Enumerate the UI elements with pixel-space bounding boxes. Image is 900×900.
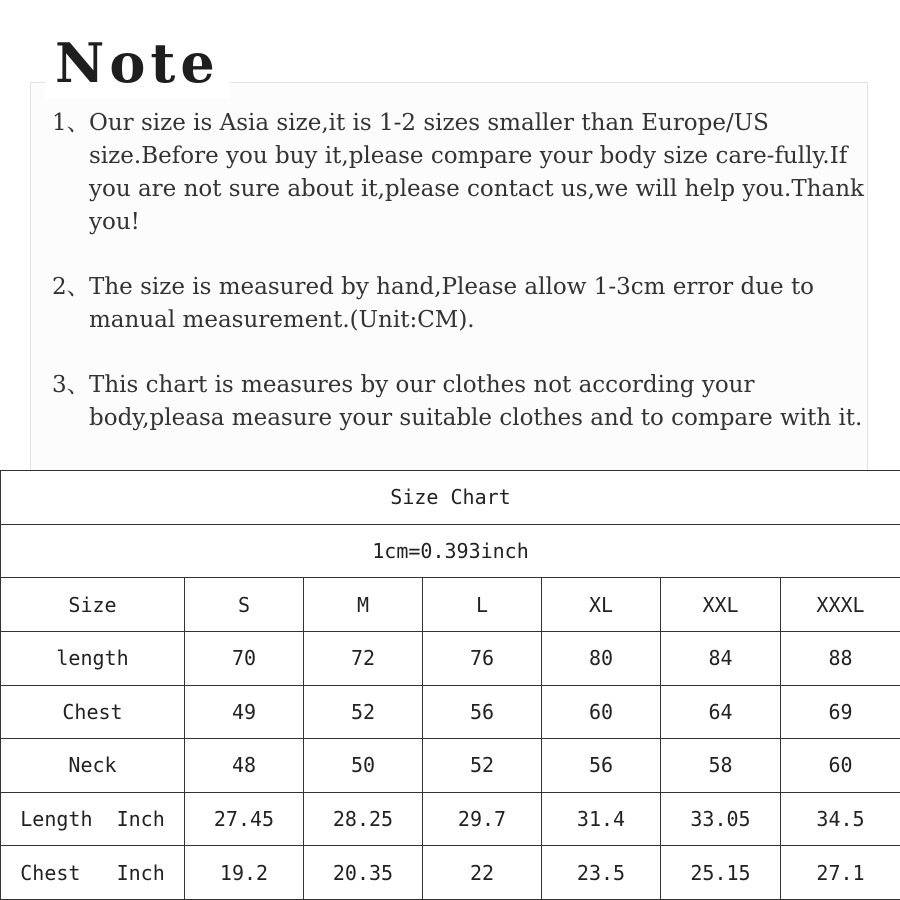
table-cell: 22 <box>423 846 542 900</box>
note-item-text: Our size is Asia size,it is 1-2 sizes smaller than Europe/US size.Before you buy it,please compare your body size care-fully.If you are not sure about it,please contact us,we will help you.Thank you! <box>89 110 864 235</box>
table-cell: 34.5 <box>781 792 900 846</box>
table-row <box>1 685 900 739</box>
table-row <box>1 739 900 793</box>
table-conversion-row <box>1 524 900 578</box>
header-cell: Size <box>1 578 185 632</box>
table-cell: 58 <box>661 739 781 793</box>
note-item-3 <box>52 369 867 435</box>
row-label: length <box>1 631 185 685</box>
table-cell: 84 <box>661 631 781 685</box>
size-chart-title: Size Chart <box>1 471 900 525</box>
conversion-note: 1cm=0.393inch <box>1 524 900 578</box>
table-cell: 60 <box>542 685 661 739</box>
header-cell: XXXL <box>781 578 900 632</box>
table-cell: 20.35 <box>304 846 423 900</box>
table-row <box>1 846 900 900</box>
note-title: Note <box>45 28 230 98</box>
table-cell: 27.45 <box>185 792 304 846</box>
table-cell: 33.05 <box>661 792 781 846</box>
note-item-1 <box>52 107 867 239</box>
note-item-2 <box>52 271 867 337</box>
note-item-number: 1、 <box>52 110 90 136</box>
row-label: Length Inch <box>1 792 185 846</box>
note-item-number: 3、 <box>52 372 90 398</box>
table-row <box>1 792 900 846</box>
table-cell: 56 <box>542 739 661 793</box>
table-header-row <box>1 578 900 632</box>
table-cell: 52 <box>423 739 542 793</box>
table-cell: 28.25 <box>304 792 423 846</box>
table-cell: 70 <box>185 631 304 685</box>
table-cell: 25.15 <box>661 846 781 900</box>
table-cell: 72 <box>304 631 423 685</box>
header-cell: XL <box>542 578 661 632</box>
table-cell: 80 <box>542 631 661 685</box>
row-label: Chest Inch <box>1 846 185 900</box>
row-label: Chest <box>1 685 185 739</box>
header-cell: S <box>185 578 304 632</box>
table-cell: 48 <box>185 739 304 793</box>
note-item-text: This chart is measures by our clothes not according your body,pleasa measure your suitable clothes and to compare with it. <box>89 372 863 431</box>
table-cell: 19.2 <box>185 846 304 900</box>
note-item-number: 2、 <box>52 274 90 300</box>
table-cell: 31.4 <box>542 792 661 846</box>
table-cell: 29.7 <box>423 792 542 846</box>
table-cell: 64 <box>661 685 781 739</box>
note-item-text: The size is measured by hand,Please allow 1-3cm error due to manual measurement.(Unit:CM). <box>89 274 815 333</box>
table-cell: 52 <box>304 685 423 739</box>
table-cell: 50 <box>304 739 423 793</box>
table-cell: 56 <box>423 685 542 739</box>
table-cell: 88 <box>781 631 900 685</box>
table-cell: 76 <box>423 631 542 685</box>
table-cell: 23.5 <box>542 846 661 900</box>
table-title-row <box>1 471 900 525</box>
row-label: Neck <box>1 739 185 793</box>
table-cell: 27.1 <box>781 846 900 900</box>
table-cell: 49 <box>185 685 304 739</box>
header-cell: M <box>304 578 423 632</box>
size-chart-table <box>0 470 900 900</box>
table-row <box>1 631 900 685</box>
table-cell: 60 <box>781 739 900 793</box>
table-cell: 69 <box>781 685 900 739</box>
header-cell: L <box>423 578 542 632</box>
header-cell: XXL <box>661 578 781 632</box>
